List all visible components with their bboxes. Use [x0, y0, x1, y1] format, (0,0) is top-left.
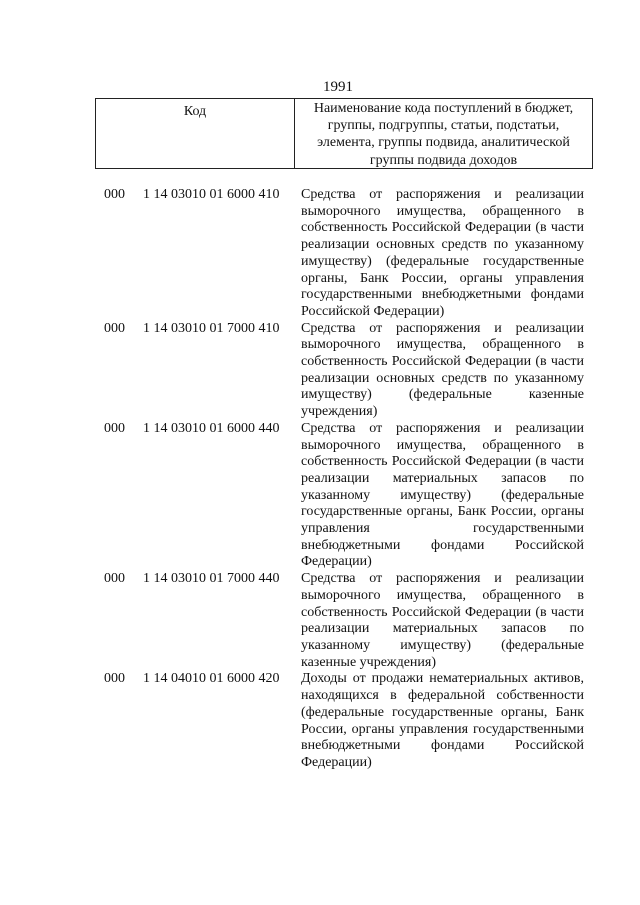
row-description: Доходы от продажи нематериальных активов, находящихся в федеральной собственности (федеральные государственные органы, Банк России, органы управления государственными внебюджетными фондами Российской Федерации) [301, 671, 584, 770]
row-revenue-code: 1 14 03010 01 7000 440 [143, 571, 280, 587]
row-revenue-code: 1 14 04010 01 6000 420 [143, 671, 280, 687]
row-description: Средства от распоряжения и реализации выморочного имущества, обращенного в собственность Российской Федерации (в части реализации основных средств по указанному имуществу) (федеральные казенные учреждения) [301, 320, 584, 420]
table-row [0, 571, 640, 671]
row-description: Средства от распоряжения и реализации выморочного имущества, обращенного в собственность Российской Федерации (в части реализации материальных запасов по указанному имуществу) (федеральные государственные органы, Банк России, органы управления государственными внебюджетными фондами Российской Федерации) [301, 420, 584, 570]
row-revenue-code: 1 14 03010 01 6000 410 [143, 187, 280, 202]
header-code-column: Код [96, 99, 295, 168]
row-description: Средства от распоряжения и реализации выморочного имущества, обращенного в собственность Российской Федерации (в части реализации основных средств по указанному имуществу) (федеральные государственные органы, Банк России, органы управления государственными внебюджетными фондами Российской Федерации) [301, 187, 584, 319]
page-number: 1991 [323, 79, 353, 95]
row-admin-code: 000 [104, 187, 125, 202]
row-admin-code: 000 [104, 320, 125, 336]
table-row [0, 671, 640, 771]
table-row [0, 187, 640, 321]
table-body [0, 187, 640, 772]
row-description: Средства от распоряжения и реализации выморочного имущества, обращенного в собственность Российской Федерации (в части реализации материальных запасов по указанному имуществу) (федеральные казенные учреждения) [301, 571, 584, 670]
row-revenue-code: 1 14 03010 01 7000 410 [143, 320, 280, 336]
table-row [0, 421, 640, 571]
header-name-column: Наименование кода поступлений в бюджет, группы, подгруппы, статьи, подстатьи, элемента, группы подвида, аналитической группы подвида доходов [313, 101, 574, 168]
row-admin-code: 000 [104, 571, 125, 587]
row-revenue-code: 1 14 03010 01 6000 440 [143, 420, 280, 436]
table-row [0, 321, 640, 421]
table-header [95, 98, 593, 169]
row-admin-code: 000 [104, 671, 125, 687]
row-admin-code: 000 [104, 420, 125, 436]
